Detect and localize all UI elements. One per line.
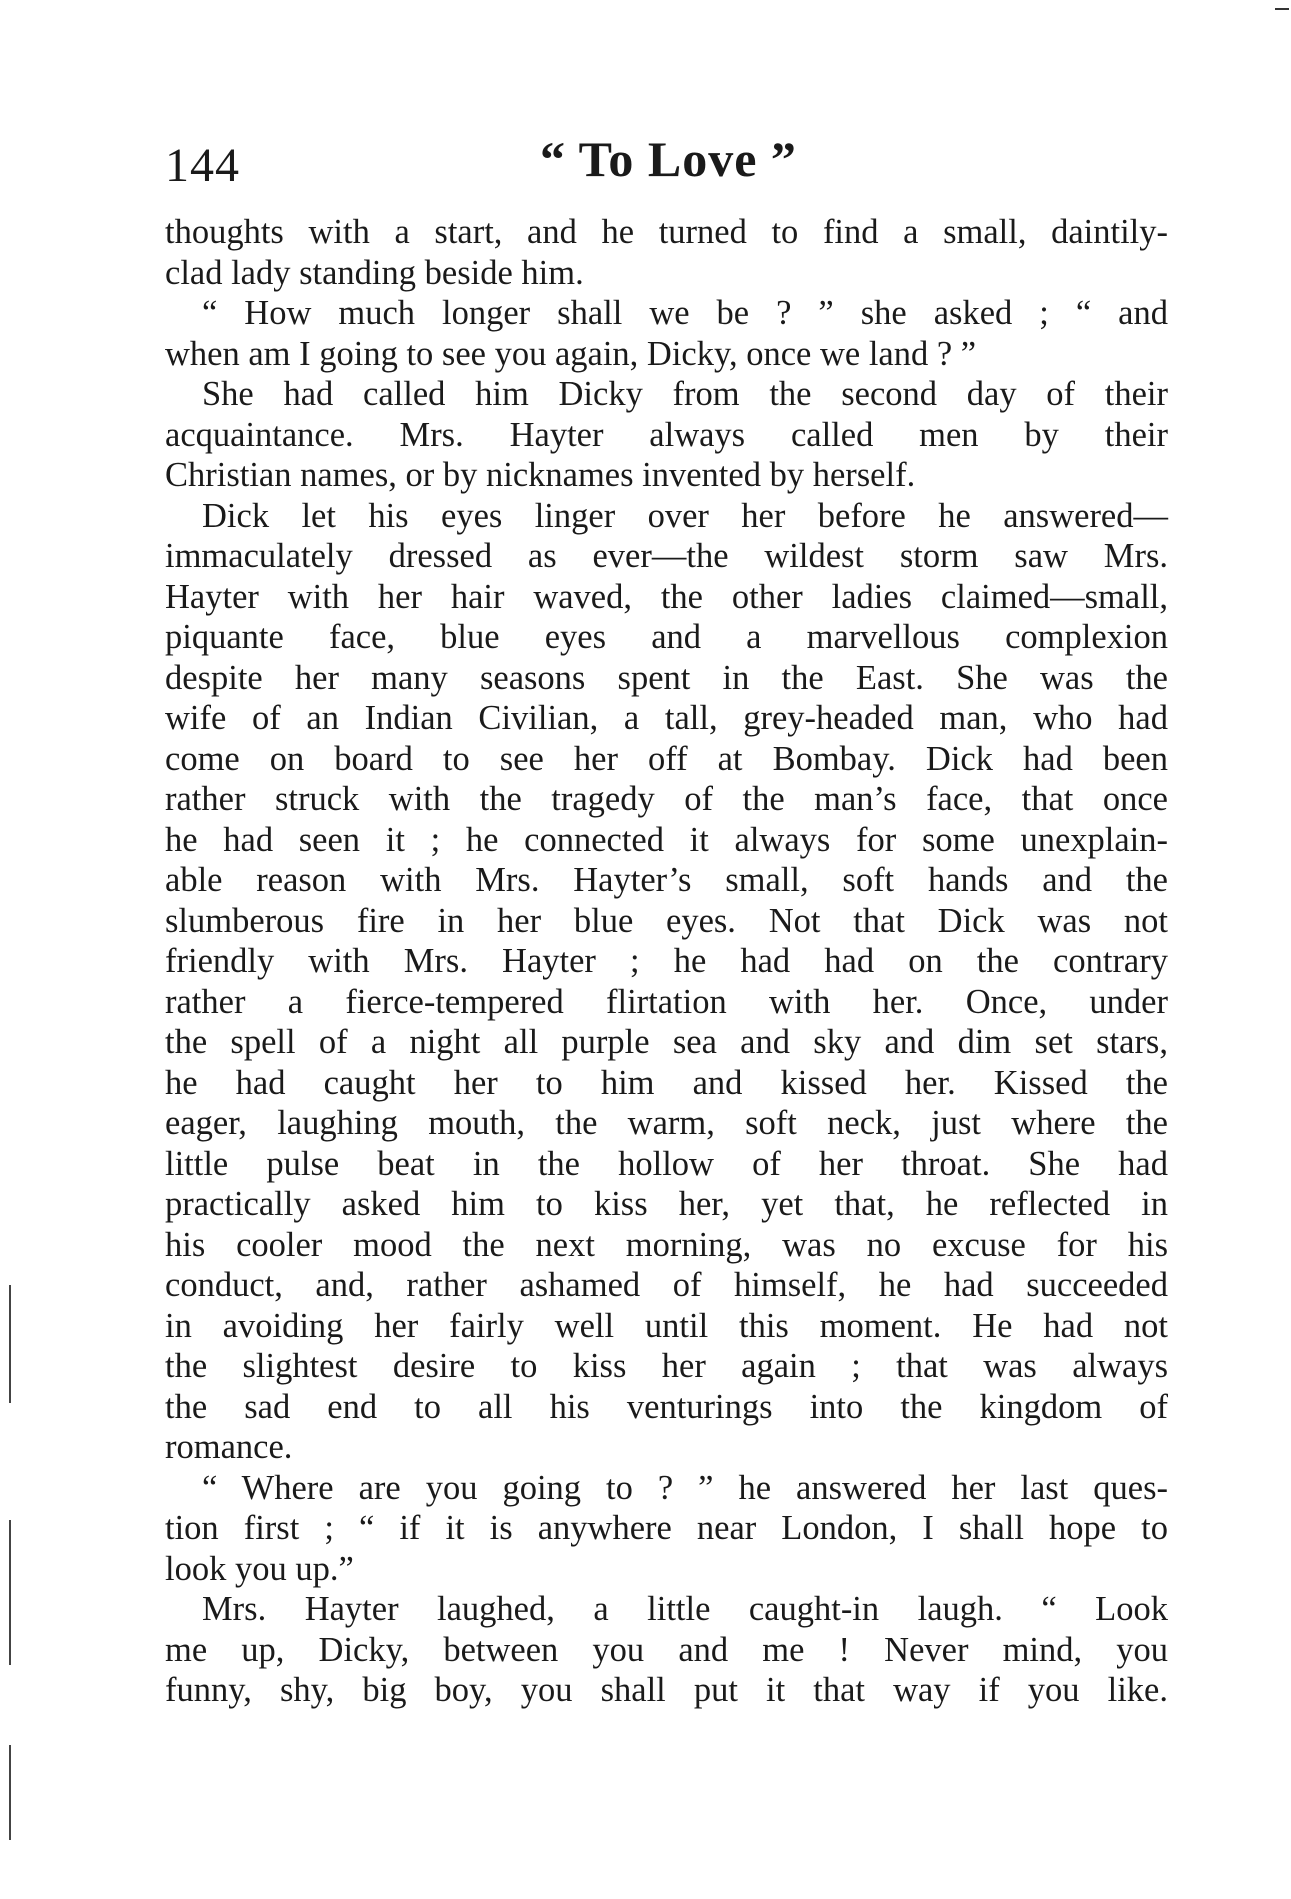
text-line: friendly with Mrs. Hayter ; he had had on the contrary <box>165 942 1168 980</box>
body-text <box>165 212 1168 1711</box>
text-line: tion first ; “ if it is anywhere near London, I shall hope to <box>165 1509 1168 1547</box>
text-line: in avoiding her fairly well until this moment. He had not <box>165 1306 1168 1345</box>
text-line: conduct, and, rather ashamed of himself, he had succeeded <box>165 1266 1168 1304</box>
text-line: come on board to see her off at Bombay. Dick had been <box>165 739 1168 778</box>
text-line: he had seen it ; he connected it always for some unexplain- <box>165 820 1168 859</box>
text-line: Dick let his eyes linger over her before he answered— <box>202 496 1168 535</box>
text-line: the sad end to all his venturings into the kingdom of <box>165 1387 1168 1426</box>
scan-margin-line <box>9 1520 11 1665</box>
text-line: the slightest desire to kiss her again ; that was always <box>165 1347 1168 1385</box>
text-line: acquaintance. Mrs. Hayter always called men by their <box>165 415 1168 454</box>
text-line: his cooler mood the next morning, was no excuse for his <box>165 1225 1168 1264</box>
text-line: eager, laughing mouth, the warm, soft neck, just where the <box>165 1104 1168 1142</box>
text-line: clad lady standing beside him. <box>165 253 584 292</box>
text-line: wife of an Indian Civilian, a tall, grey-headed man, who had <box>165 699 1168 737</box>
text-line: immaculately dressed as ever—the wildest storm saw Mrs. <box>165 537 1168 575</box>
text-line: piquante face, blue eyes and a marvellous complexion <box>165 618 1168 656</box>
text-line: me up, Dicky, between you and me ! Never mind, you <box>165 1630 1168 1669</box>
running-head <box>165 130 1165 200</box>
text-line: look you up.” <box>165 1549 354 1588</box>
text-line: slumberous fire in her blue eyes. Not that Dick was not <box>165 901 1168 940</box>
text-line: practically asked him to kiss her, yet that, he reflected in <box>165 1185 1168 1223</box>
text-line: Hayter with her hair waved, the other ladies claimed—small, <box>165 577 1168 616</box>
scan-margin-line <box>9 1745 11 1840</box>
text-line: funny, shy, big boy, you shall put it that way if you like. <box>165 1671 1168 1709</box>
scan-margin-line <box>9 1285 11 1403</box>
text-line: thoughts with a start, and he turned to find a small, daintily- <box>165 213 1168 251</box>
text-line: She had called him Dicky from the second day of their <box>202 375 1168 413</box>
text-line: “ How much longer shall we be ? ” she asked ; “ and <box>202 294 1168 332</box>
scan-edge-mark <box>1275 8 1289 10</box>
text-line: when am I going to see you again, Dicky, once we land ? ” <box>165 334 977 373</box>
page-number: 144 <box>165 139 240 192</box>
text-line: little pulse beat in the hollow of her throat. She had <box>165 1144 1168 1183</box>
text-line: Mrs. Hayter laughed, a little caught-in laugh. “ Look <box>202 1590 1168 1628</box>
text-line: he had caught her to him and kissed her. Kissed the <box>165 1063 1168 1102</box>
text-line: “ Where are you going to ? ” he answered her last ques- <box>202 1468 1168 1507</box>
running-title: “ To Love ” <box>540 131 797 187</box>
text-line: rather struck with the tragedy of the man’s face, that once <box>165 780 1168 818</box>
text-line: the spell of a night all purple sea and sky and dim set stars, <box>165 1023 1168 1061</box>
text-line: rather a fierce-tempered flirtation with her. Once, under <box>165 982 1168 1021</box>
text-line: able reason with Mrs. Hayter’s small, soft hands and the <box>165 861 1168 899</box>
text-line: romance. <box>165 1428 293 1466</box>
text-line: despite her many seasons spent in the East. She was the <box>165 658 1168 697</box>
text-line: Christian names, or by nicknames invented by herself. <box>165 456 916 494</box>
